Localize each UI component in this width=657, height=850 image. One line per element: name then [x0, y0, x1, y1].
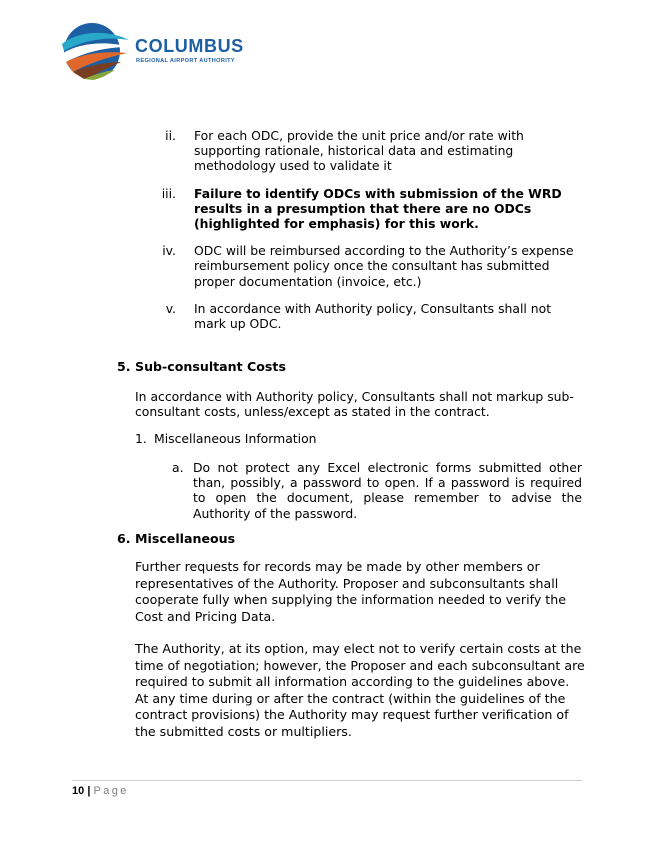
section-5-paragraph: In accordance with Authority policy, Consultants shall not markup sub-consultant costs, unless/except as stated in the contract. — [135, 389, 574, 420]
item-text: Do not protect any Excel electronic forms submitted other than, possibly, a password to open. If a password is required to open the document, please remember to advise the Authority of the password. — [193, 460, 582, 521]
section-6-paragraph-1: Further requests for records may be made by other members or representatives of the Authority. Proposer and subconsultants shall cooperate fully when supplying the information needed to verify the Cost and Pricing Data. — [135, 559, 566, 624]
footer-divider — [72, 780, 582, 781]
list-item-number: v. — [165, 300, 176, 316]
list-item-text: ODC will be reimbursed according to the Authority’s expense reimbursement policy once the consultant has submitted proper documentation (invoice, etc.) — [194, 243, 574, 289]
list-item — [140, 301, 585, 331]
section-number: 6. — [117, 531, 131, 546]
columbus-airport-logo — [57, 20, 257, 82]
section-6-paragraph-2: The Authority, at its option, may elect not to verify certain costs at the time of negotiation; however, the Proposer and each subconsultant are required to submit all information according to the guidelines above. At any time during or after the contract (within the guidelines of the contract provisions) the Authority may request further verification of the submitted costs or multipliers. — [135, 641, 585, 739]
list-item — [140, 243, 585, 289]
section-5-heading — [117, 359, 286, 374]
logo-subtitle: REGIONAL AIRPORT AUTHORITY — [136, 58, 236, 64]
section-title: Sub-consultant Costs — [135, 359, 286, 374]
list-item-text: Failure to identify ODCs with submission of the WRD results in a presumption that there are no ODCs (highlighted for emphasis) for this work. — [194, 185, 562, 232]
list-item-number: iii. — [161, 185, 176, 201]
section-title: Miscellaneous — [135, 531, 236, 546]
page-footer — [72, 785, 129, 797]
section-number: 5. — [117, 359, 131, 374]
section-6-heading — [117, 531, 235, 546]
list-item-text: In accordance with Authority policy, Consultants shall not mark up ODC. — [194, 300, 552, 332]
page-label: Page — [93, 785, 129, 797]
list-item-text: For each ODC, provide the unit price and/or rate with supporting rationale, historical data and estimating methodology used to validate it — [194, 128, 524, 174]
item-number: 1. — [135, 431, 147, 446]
page-number: 10 — [72, 785, 85, 797]
password-note-item — [172, 460, 582, 521]
list-item — [140, 186, 585, 232]
list-item-number: iv. — [162, 243, 176, 259]
logo-wordmark: COLUMBUS — [135, 36, 244, 56]
item-letter: a. — [172, 460, 184, 475]
globe-swoosh-icon — [57, 20, 133, 82]
misc-information-item — [135, 431, 317, 446]
list-item-number: ii. — [165, 128, 176, 143]
list-item — [140, 128, 585, 174]
footer-separator: | — [87, 785, 91, 797]
item-label: Miscellaneous Information — [154, 431, 317, 446]
odc-requirements-list — [140, 128, 585, 343]
